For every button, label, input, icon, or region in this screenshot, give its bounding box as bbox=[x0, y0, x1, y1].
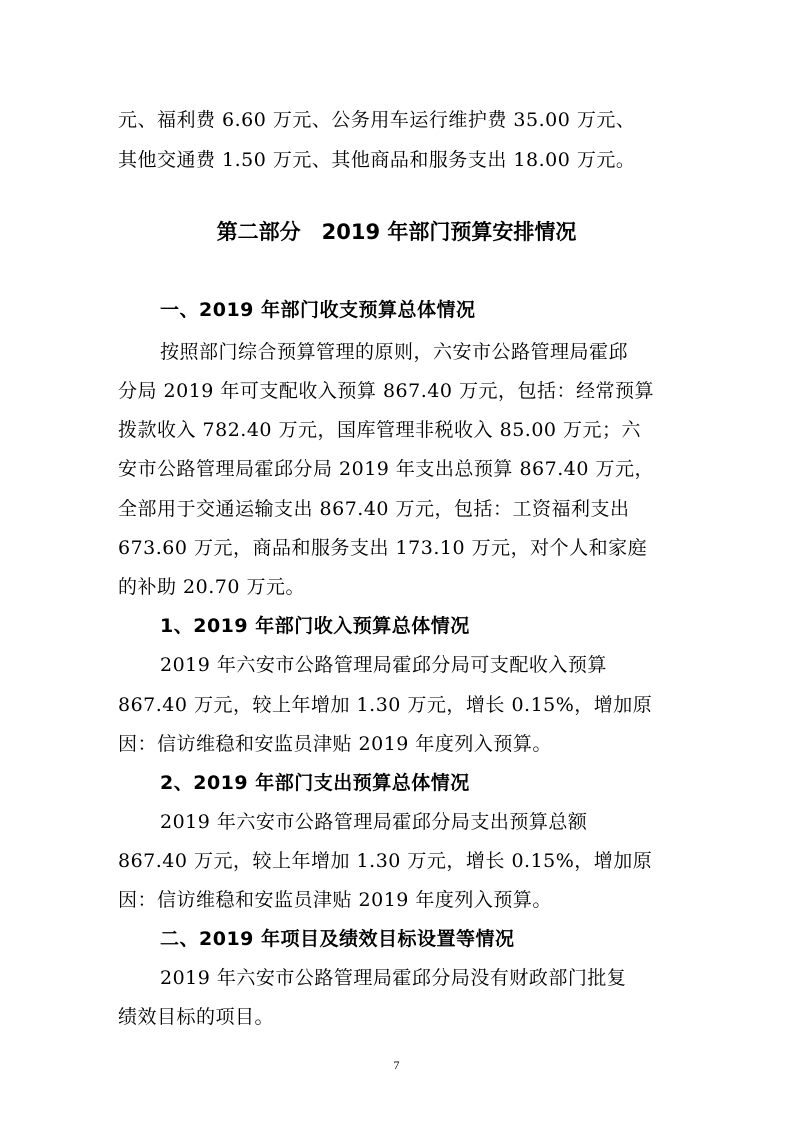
subsection-heading: 2、2019 年部门支出预算总体情况 bbox=[160, 772, 470, 794]
page-number: 7 bbox=[393, 1058, 400, 1072]
continuation-line: 元、福利费 6.60 万元、公务用车运行维护费 35.00 万元、 bbox=[118, 109, 636, 131]
paragraph-line: 的补助 20.70 万元。 bbox=[118, 576, 305, 598]
subsection-heading: 1、2019 年部门收入预算总体情况 bbox=[160, 615, 470, 637]
part-title: 第二部分 2019 年部门预算安排情况 bbox=[216, 220, 577, 244]
section-heading: 一、2019 年部门收支预算总体情况 bbox=[160, 299, 476, 321]
continuation-line: 其他交通费 1.50 万元、其他商品和服务支出 18.00 万元。 bbox=[118, 149, 636, 171]
paragraph-line: 拨款收入 782.40 万元，国库管理非税收入 85.00 万元；六 bbox=[118, 419, 642, 441]
section-heading: 二、2019 年项目及绩效目标设置等情况 bbox=[160, 928, 515, 950]
paragraph-line: 2019 年六安市公路管理局霍邱分局可支配收入预算 bbox=[160, 654, 607, 676]
paragraph-line: 867.40 万元，较上年增加 1.30 万元，增长 0.15%，增加原 bbox=[118, 850, 653, 872]
paragraph-line: 867.40 万元，较上年增加 1.30 万元，增长 0.15%，增加原 bbox=[118, 694, 653, 716]
paragraph-line: 673.60 万元，商品和服务支出 173.10 万元，对个人和家庭 bbox=[118, 537, 648, 559]
paragraph-line: 全部用于交通运输支出 867.40 万元，包括：工资福利支出 bbox=[118, 498, 630, 520]
paragraph-line: 2019 年六安市公路管理局霍邱分局支出预算总额 bbox=[160, 811, 588, 833]
paragraph-line: 按照部门综合预算管理的原则，六安市公路管理局霍邱 bbox=[160, 341, 629, 363]
paragraph-line: 因：信访维稳和安监员津贴 2019 年度列入预算。 bbox=[118, 733, 552, 755]
paragraph-line: 因：信访维稳和安监员津贴 2019 年度列入预算。 bbox=[118, 889, 552, 911]
paragraph-line: 安市公路管理局霍邱分局 2019 年支出总预算 867.40 万元， bbox=[118, 458, 654, 480]
paragraph-line: 2019 年六安市公路管理局霍邱分局没有财政部门批复 bbox=[160, 967, 627, 989]
paragraph-line: 分局 2019 年可支配收入预算 867.40 万元，包括：经常预算 bbox=[118, 380, 654, 402]
paragraph-line: 绩效目标的项目。 bbox=[118, 1006, 275, 1028]
